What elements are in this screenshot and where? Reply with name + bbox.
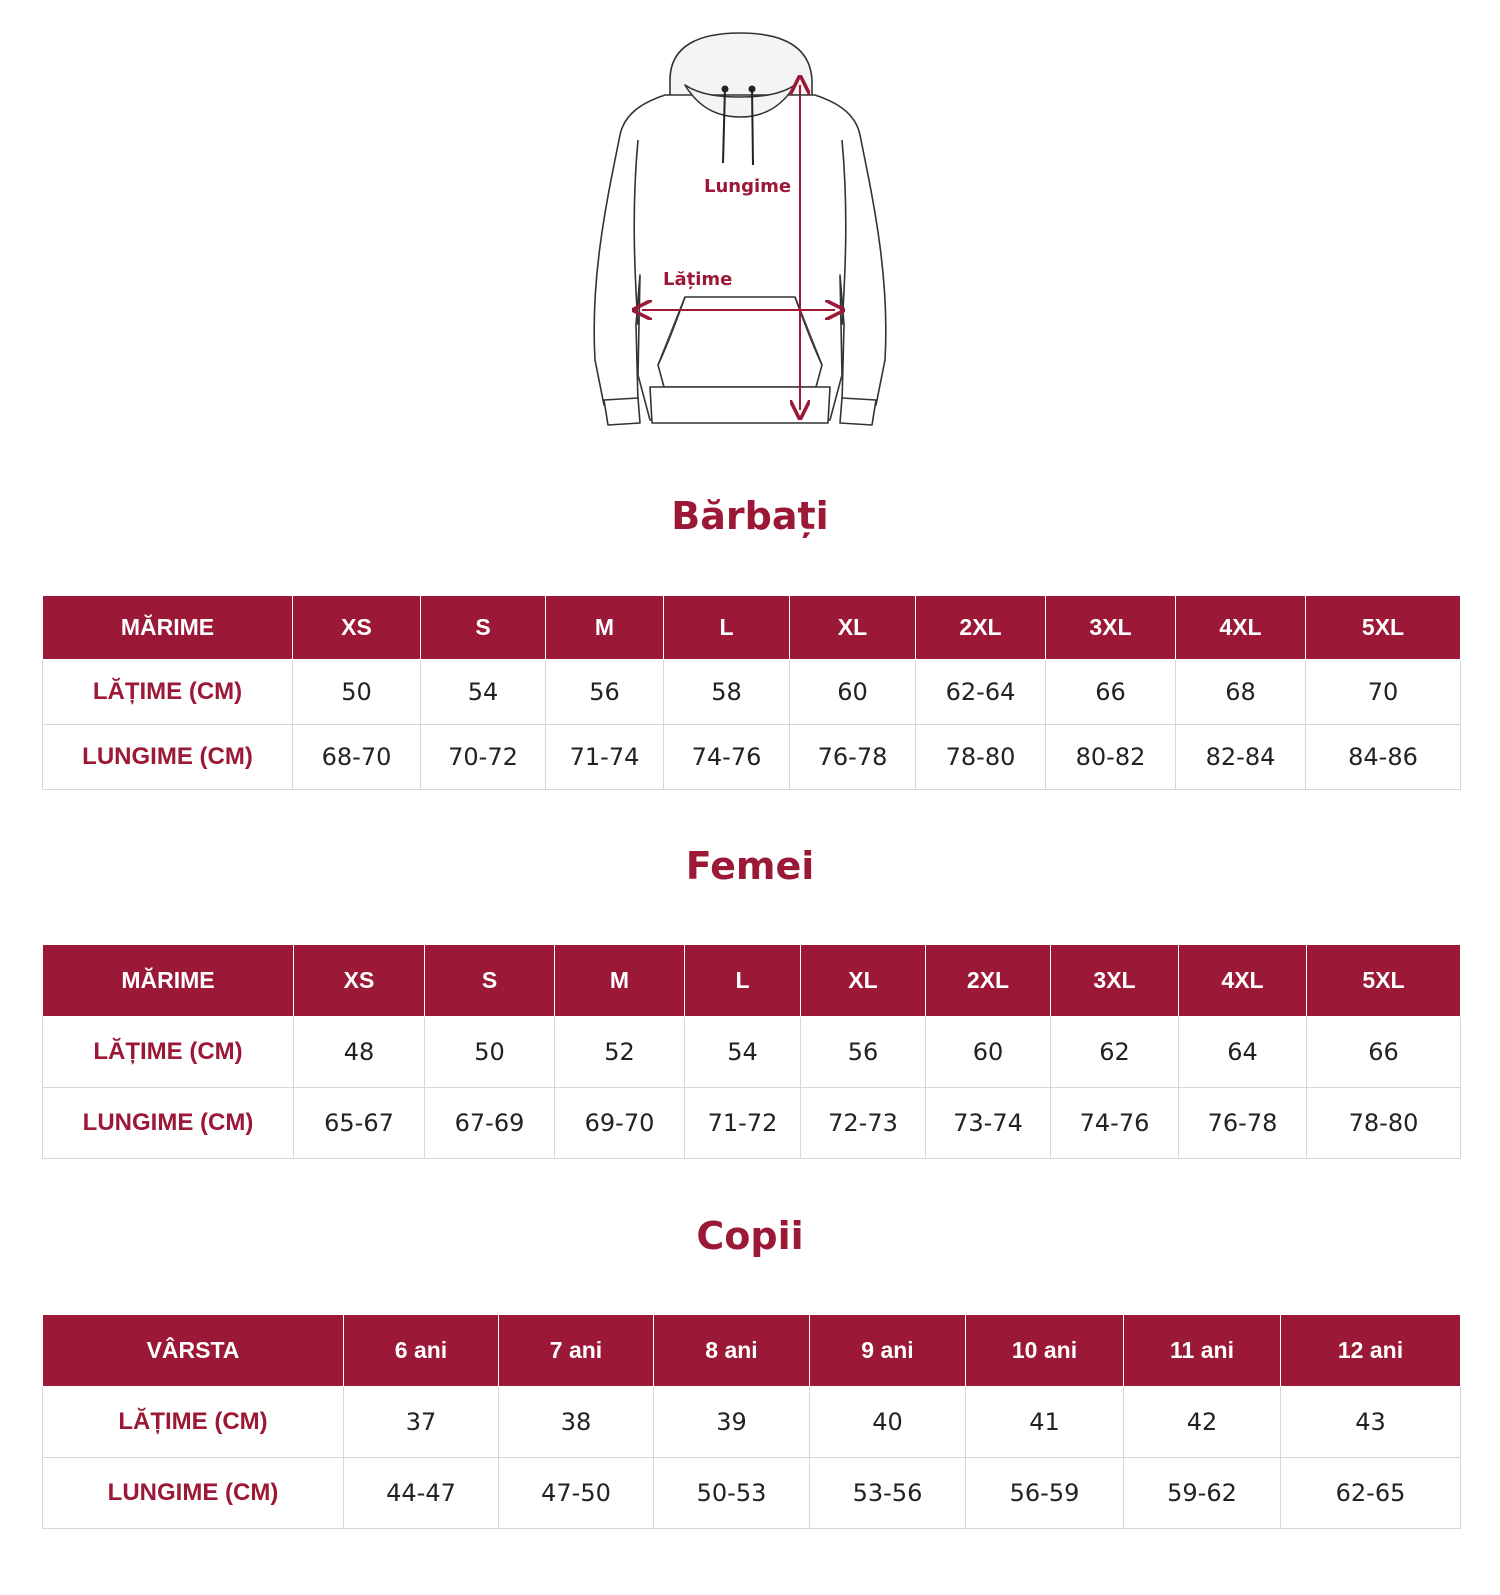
table-cell: 47-50 xyxy=(499,1458,654,1529)
header-cell: XS xyxy=(293,596,421,660)
table-cell: 56 xyxy=(801,1017,926,1088)
table-cell: 41 xyxy=(966,1387,1124,1458)
table-cell: 64 xyxy=(1179,1017,1307,1088)
header-cell: XL xyxy=(801,945,926,1017)
size-table-copii xyxy=(42,1314,1461,1529)
table-cell: 71-74 xyxy=(546,725,664,790)
header-cell: XS xyxy=(294,945,425,1017)
header-cell: 2XL xyxy=(926,945,1051,1017)
table-cell: 58 xyxy=(664,660,790,725)
header-cell: 5XL xyxy=(1306,596,1461,660)
table-row xyxy=(43,1017,1461,1088)
header-cell: 4XL xyxy=(1179,945,1307,1017)
table-cell: 39 xyxy=(654,1387,810,1458)
header-cell: M xyxy=(546,596,664,660)
table-cell: 78-80 xyxy=(916,725,1046,790)
table-cell: 82-84 xyxy=(1176,725,1306,790)
table-cell: 54 xyxy=(685,1017,801,1088)
table-cell: 56 xyxy=(546,660,664,725)
table-cell: 50 xyxy=(293,660,421,725)
header-cell: 10 ani xyxy=(966,1315,1124,1387)
table-cell: 44-47 xyxy=(344,1458,499,1529)
table-row xyxy=(43,1387,1461,1458)
width-label: Lățime xyxy=(663,269,733,290)
row-label: LUNGIME (CM) xyxy=(43,725,293,790)
header-cell: 9 ani xyxy=(810,1315,966,1387)
table-row xyxy=(43,660,1461,725)
table-cell: 74-76 xyxy=(1051,1088,1179,1159)
table-cell: 71-72 xyxy=(685,1088,801,1159)
table-cell: 65-67 xyxy=(294,1088,425,1159)
table-cell: 59-62 xyxy=(1124,1458,1281,1529)
table-cell: 62-64 xyxy=(916,660,1046,725)
table-cell: 69-70 xyxy=(555,1088,685,1159)
table-header-row xyxy=(43,945,1461,1017)
header-cell: 8 ani xyxy=(654,1315,810,1387)
table-cell: 84-86 xyxy=(1306,725,1461,790)
section-title-femei: Femei xyxy=(685,844,815,888)
table-row xyxy=(43,725,1461,790)
table-cell: 74-76 xyxy=(664,725,790,790)
header-cell: 3XL xyxy=(1051,945,1179,1017)
header-cell: 6 ani xyxy=(344,1315,499,1387)
table-cell: 72-73 xyxy=(801,1088,926,1159)
table-cell: 43 xyxy=(1281,1387,1461,1458)
header-cell: MĂRIME xyxy=(43,596,293,660)
section-title-barbati: Bărbați xyxy=(671,494,829,538)
table-cell: 78-80 xyxy=(1307,1088,1461,1159)
table-cell: 48 xyxy=(294,1017,425,1088)
header-cell: 3XL xyxy=(1046,596,1176,660)
table-cell: 62-65 xyxy=(1281,1458,1461,1529)
table-header-row xyxy=(43,596,1461,660)
row-label: LĂȚIME (CM) xyxy=(43,1387,344,1458)
header-cell: MĂRIME xyxy=(43,945,294,1017)
table-cell: 54 xyxy=(421,660,546,725)
row-label: LĂȚIME (CM) xyxy=(43,1017,294,1088)
table-cell: 40 xyxy=(810,1387,966,1458)
table-cell: 37 xyxy=(344,1387,499,1458)
table-cell: 70 xyxy=(1306,660,1461,725)
header-cell: S xyxy=(421,596,546,660)
header-cell: XL xyxy=(790,596,916,660)
row-label: LUNGIME (CM) xyxy=(43,1458,344,1529)
header-cell: 5XL xyxy=(1307,945,1461,1017)
table-cell: 70-72 xyxy=(421,725,546,790)
table-cell: 80-82 xyxy=(1046,725,1176,790)
header-cell: L xyxy=(664,596,790,660)
table-cell: 66 xyxy=(1307,1017,1461,1088)
table-cell: 68 xyxy=(1176,660,1306,725)
table-cell: 76-78 xyxy=(1179,1088,1307,1159)
size-table-femei xyxy=(42,944,1461,1159)
table-cell: 66 xyxy=(1046,660,1176,725)
table-cell: 53-56 xyxy=(810,1458,966,1529)
header-cell: VÂRSTA xyxy=(43,1315,344,1387)
table-cell: 52 xyxy=(555,1017,685,1088)
table-cell: 56-59 xyxy=(966,1458,1124,1529)
header-cell: 11 ani xyxy=(1124,1315,1281,1387)
header-cell: 12 ani xyxy=(1281,1315,1461,1387)
table-cell: 42 xyxy=(1124,1387,1281,1458)
header-cell: 7 ani xyxy=(499,1315,654,1387)
header-cell: S xyxy=(425,945,555,1017)
table-cell: 60 xyxy=(926,1017,1051,1088)
table-cell: 38 xyxy=(499,1387,654,1458)
table-header-row xyxy=(43,1315,1461,1387)
length-label: Lungime xyxy=(704,176,792,197)
table-row xyxy=(43,1458,1461,1529)
header-cell: 2XL xyxy=(916,596,1046,660)
table-row xyxy=(43,1088,1461,1159)
row-label: LUNGIME (CM) xyxy=(43,1088,294,1159)
hoodie-outline-icon xyxy=(590,25,910,445)
header-cell: 4XL xyxy=(1176,596,1306,660)
table-cell: 73-74 xyxy=(926,1088,1051,1159)
table-cell: 67-69 xyxy=(425,1088,555,1159)
table-cell: 50 xyxy=(425,1017,555,1088)
section-title-copii: Copii xyxy=(696,1214,804,1258)
table-cell: 68-70 xyxy=(293,725,421,790)
header-cell: L xyxy=(685,945,801,1017)
hoodie-measurement-figure xyxy=(590,25,910,445)
table-cell: 60 xyxy=(790,660,916,725)
table-cell: 50-53 xyxy=(654,1458,810,1529)
table-cell: 62 xyxy=(1051,1017,1179,1088)
row-label: LĂȚIME (CM) xyxy=(43,660,293,725)
table-cell: 76-78 xyxy=(790,725,916,790)
header-cell: M xyxy=(555,945,685,1017)
size-table-barbati xyxy=(42,595,1461,790)
